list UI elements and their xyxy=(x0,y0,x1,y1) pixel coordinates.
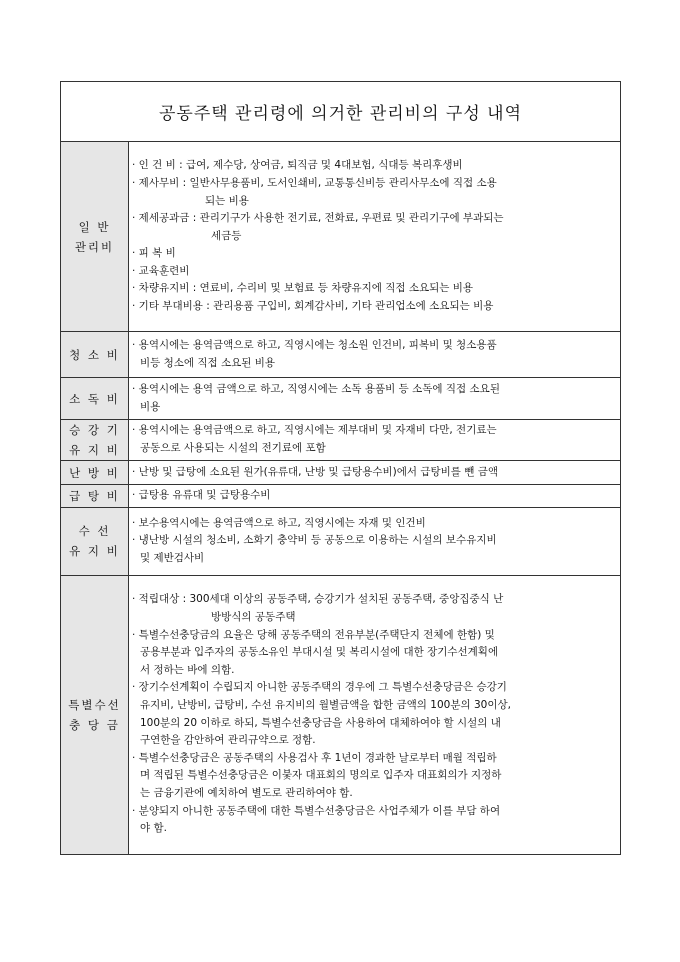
description-line: 유지비, 난방비, 급탕비, 수선 유지비의 월별금액을 합한 금액의 100분의 30이상, xyxy=(140,699,511,711)
fee-description xyxy=(129,507,621,575)
fee-row xyxy=(61,332,621,378)
category-label-line: 난 방 비 xyxy=(69,465,120,480)
description-line: · 특별수선충당금은 공동주택의 사용검사 후 1년이 경과한 날로부터 매월 적립하 xyxy=(132,751,497,764)
fee-category-label xyxy=(61,420,129,461)
fee-category-label xyxy=(61,575,129,854)
category-label-line: 승 강 기 xyxy=(69,423,120,437)
category-label-line: 급 탕 비 xyxy=(69,488,120,503)
fee-row xyxy=(61,378,621,420)
description-line: 비등 청소에 직접 소요된 비용 xyxy=(140,356,276,369)
description-line: · 용역시에는 용역 금액으로 하고, 직영시에는 소독 용품비 등 소독에 직접 소요된 xyxy=(132,382,500,395)
fee-description xyxy=(129,420,621,461)
description-line: · 제세공과금 : 관리기구가 사용한 전기료, 전화료, 우편료 및 관리기구에 부과되는 xyxy=(132,212,504,225)
description-line: · 피 복 비 xyxy=(132,247,176,260)
fee-description xyxy=(129,461,621,485)
category-label-line: 특별수선 xyxy=(68,697,121,712)
description-line: · 용역시에는 용역금액으로 하고, 직영시에는 제부대비 및 자재비 다만, 전기료는 xyxy=(132,424,497,437)
fee-description xyxy=(129,485,621,508)
fee-description xyxy=(129,142,621,332)
description-line: · 장기수선계획이 수립되지 아니한 공동주택의 경우에 그 특별수선충당금은 승강기 xyxy=(132,681,507,694)
fee-row xyxy=(61,142,621,332)
description-line: 되는 비용 xyxy=(205,194,249,207)
description-line: · 냉난방 시설의 청소비, 소화기 충약비 등 공동으로 이용하는 시설의 보수유지비 xyxy=(132,534,497,547)
description-line: 며 적립된 특별수선충당금은 이붗자 대표회의 명의로 입주자 대표회의가 지정하 xyxy=(140,769,502,782)
description-line: 서 정하는 바에 의함. xyxy=(140,663,235,676)
description-line: · 난방 및 급탕에 소요된 원가(유류대, 난방 및 급탕용수비)에서 급탕비를 뺀 금액 xyxy=(132,465,499,478)
document-page xyxy=(60,81,621,855)
fee-category-label xyxy=(61,485,129,508)
document-title: 공동주택 관리령에 의거한 관리비의 구성 내역 xyxy=(60,81,621,141)
fee-category-label xyxy=(61,461,129,485)
fee-row xyxy=(61,485,621,508)
fee-row xyxy=(61,420,621,461)
description-line: 공동으로 사용되는 시설의 전기료에 포함 xyxy=(140,442,326,454)
description-line: · 특별수선충당금의 요율은 당해 공동주택의 전유부분(주택단지 전체에 한함) 및 xyxy=(132,628,495,641)
description-line: · 기타 부대비용 : 관리용품 구입비, 회계감사비, 기타 관리업소에 소요되는 비용 xyxy=(132,300,494,313)
fee-description xyxy=(129,575,621,854)
description-line: 100분의 20 이하로 하되, 특별수선충당금을 사용하여 대체하여야 할 시설의 내 xyxy=(140,716,501,729)
description-line: · 제사무비 : 일반사무용품비, 도서인쇄비, 교통통신비등 관리사무소에 직접 소용 xyxy=(132,176,497,189)
description-line: · 분양되지 아니한 공동주택에 대한 특별수선충당금은 사업주체가 이를 부담 하여 xyxy=(132,804,501,817)
fee-description xyxy=(129,332,621,378)
category-label-line: 충 당 금 xyxy=(69,717,120,732)
fee-row xyxy=(61,461,621,485)
description-line: · 인 건 비 : 급여, 제수당, 상여금, 퇴직금 및 4대보험, 식대등 복리후생비 xyxy=(132,159,463,172)
description-line: 및 제반검사비 xyxy=(140,551,205,564)
category-label-line: 관리비 xyxy=(74,239,115,254)
fee-category-label xyxy=(61,378,129,420)
description-line: · 보수용역시에는 용역금액으로 하고, 직영시에는 자재 및 인건비 xyxy=(132,516,426,529)
fee-category-label xyxy=(61,332,129,378)
fee-category-label xyxy=(61,507,129,575)
description-line: · 차량유지비 : 연료비, 수리비 및 보험료 등 차량유지에 직접 소요되는 비용 xyxy=(132,282,474,295)
category-label-line: 소 독 비 xyxy=(69,391,120,406)
description-line: · 교육훈련비 xyxy=(132,264,190,277)
description-line: 야 함. xyxy=(140,822,167,835)
management-fee-table xyxy=(60,141,621,855)
description-line: 는 금융기관에 예치하여 별도로 관리하여야 함. xyxy=(140,786,353,799)
fee-row xyxy=(61,507,621,575)
fee-category-label xyxy=(61,142,129,332)
description-line: · 적립대상 : 300세대 이상의 공동주택, 승강기가 설치된 공동주택, 중앙집중식 난 xyxy=(132,593,504,606)
fee-row xyxy=(61,575,621,854)
category-label-line: 청 소 비 xyxy=(69,347,120,362)
description-line: 세금등 xyxy=(211,229,242,242)
description-line: · 용역시에는 용역금액으로 하고, 직영시에는 청소원 인건비, 피복비 및 청소용품 xyxy=(132,338,497,351)
description-line: · 급탕용 유류대 및 급탕용수비 xyxy=(132,489,271,501)
category-label-line: 유 지 비 xyxy=(69,544,120,559)
fee-description xyxy=(129,378,621,420)
category-label-line: 일 반 xyxy=(78,219,111,234)
category-label-line: 수 선 xyxy=(78,524,111,539)
description-line: 방방식의 공동주택 xyxy=(211,611,296,624)
description-line: 비용 xyxy=(140,400,161,413)
description-line: 구연한을 감안하여 관리규약으로 정함. xyxy=(140,734,316,747)
description-line: 공용부분과 입주자의 공동소유인 부대시설 및 복리시설에 대한 장기수선계획에 xyxy=(140,646,499,659)
category-label-line: 유 지 비 xyxy=(69,443,120,457)
